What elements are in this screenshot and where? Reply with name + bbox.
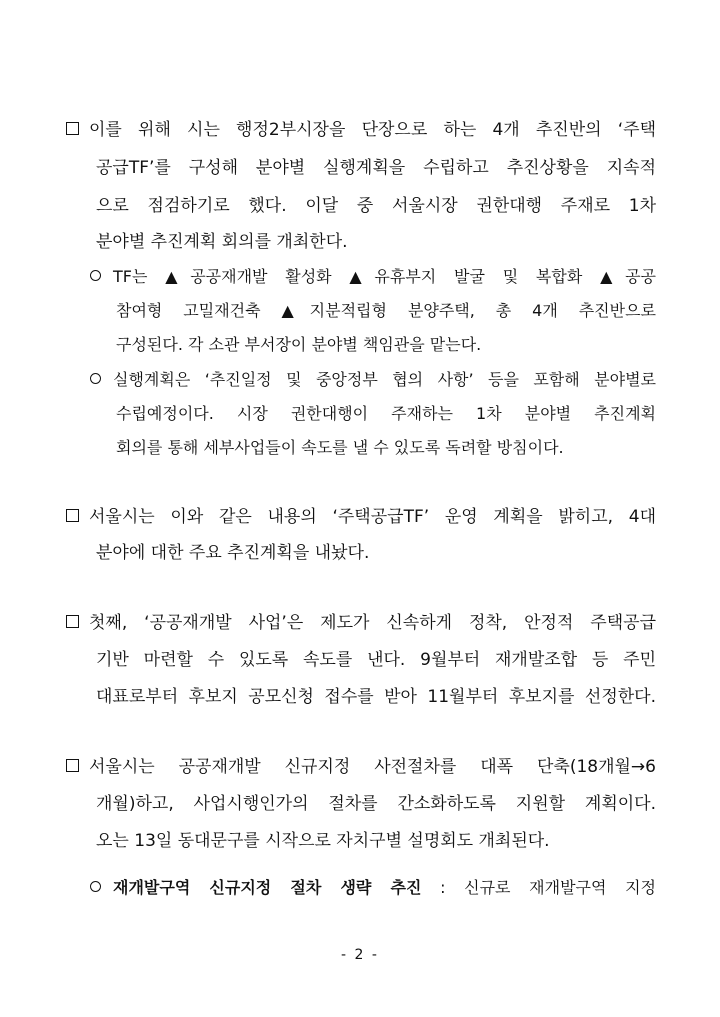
sub-bullet-2-line-1: 실행계획은 ‘추진일정 및 중앙정부 협의 사항’ 등을 포함해 분야별로 (90, 368, 656, 392)
sub-bullet-2-line-3: 회의를 통해 세부사업들이 속도를 낼 수 있도록 독려할 방침이다. (116, 438, 564, 457)
paragraph-2-line-1: 서울시는 이와 같은 내용의 ‘주택공급TF’ 운영 계획을 밝히고, 4대 (66, 505, 656, 529)
sub-bullet-1-line-2: 참여형 고밀재건축 ▲지분적립형 분양주택, 총 4개 추진반으로 (116, 301, 656, 320)
paragraph-1-line-2: 공급TF’를 구성해 분야별 실행계획을 수립하고 추진상황을 지속적 (96, 158, 656, 178)
paragraph-1-line-4: 분야별 추진계획 회의를 개최한다. (96, 232, 348, 252)
sub-bullet-3-text: : 신규로 재개발구역 지정 (421, 878, 657, 897)
sub-bullet-2-line-2: 수립예정이다. 시장 권한대행이 주재하는 1차 분야별 추진계획 (116, 404, 656, 423)
sub-bullet-3-line-1 (90, 876, 656, 900)
paragraph-4-line-3: 오는 13일 동대문구를 시작으로 자치구별 설명회도 개최된다. (96, 831, 550, 851)
paragraph-3-line-1: 첫째, ‘공공재개발 사업’은 제도가 신속하게 정착, 안정적 주택공급 (66, 611, 656, 635)
sub-bullet-1-line-1: TF는 ▲공공재개발 활성화 ▲유휴부지 발굴 및 복합화 ▲공공 (90, 265, 656, 289)
sub-bullet-3-title: 재개발구역 신규지정 절차 생략 추진 (113, 878, 422, 897)
square-bullet-icon (66, 509, 79, 522)
page-number: - 2 - (341, 947, 379, 963)
paragraph-3-line-2: 기반 마련할 수 있도록 속도를 낸다. 9월부터 재개발조합 등 주민 (96, 650, 656, 670)
paragraph-4-line-1: 서울시는 공공재개발 신규지정 사전절차를 대폭 단축(18개월→6 (66, 755, 656, 779)
sub-bullet-1-line-3: 구성된다. 각 소관 부서장이 분야별 책임관을 맡는다. (116, 335, 482, 354)
paragraph-4-line-2: 개월)하고, 사업시행인가의 절차를 간소화하도록 지원할 계획이다. (96, 794, 656, 814)
paragraph-1-line-1: 이를 위해 시는 행정2부시장을 단장으로 하는 4개 추진반의 ‘주택 (66, 118, 656, 142)
circle-bullet-icon (90, 270, 101, 281)
paragraph-3-line-3: 대표로부터 후보지 공모신청 접수를 받아 11월부터 후보지를 선정한다. (96, 687, 656, 707)
square-bullet-icon (66, 759, 79, 772)
circle-bullet-icon (90, 881, 101, 892)
square-bullet-icon (66, 122, 79, 135)
paragraph-2-line-2: 분야에 대한 주요 추진계획을 내놨다. (96, 543, 370, 563)
square-bullet-icon (66, 615, 79, 628)
paragraph-1-line-3: 으로 점검하기로 했다. 이달 중 서울시장 권한대행 주재로 1차 (96, 196, 656, 216)
circle-bullet-icon (90, 373, 101, 384)
